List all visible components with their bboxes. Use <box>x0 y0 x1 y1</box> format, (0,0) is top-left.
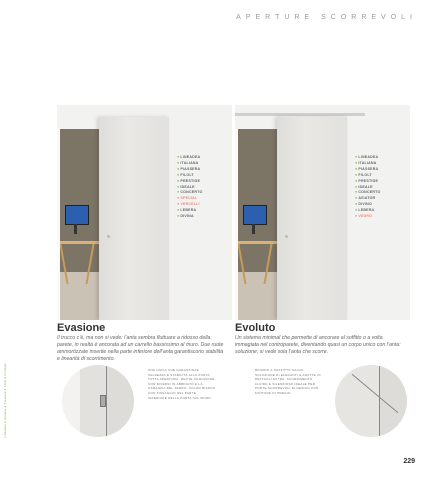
finish-item: ● ITALIANA <box>355 161 380 167</box>
finish-item: ● PIASSERA <box>355 167 380 173</box>
detail-image-evasione <box>62 365 134 437</box>
product-title-evoluto: Evoluto <box>235 322 276 334</box>
side-brand-list: Lineadea ● Italiana ● Piassera ● Filolt ● Prestige <box>3 363 7 438</box>
sliding-door <box>99 117 169 320</box>
product-title-evasione: Evasione <box>57 322 106 334</box>
finish-list-evoluto <box>355 155 380 220</box>
finish-item: ● IDEALE <box>355 185 380 191</box>
product-description-evasione: Il trucco c’è, ma non si vede: l’anta sembra fluttuare a ridosso della parete, in realtà è ancorata ad un carrello bassissimo al muro. Due ruote ammortizzate inserite nella parte inferiore dell’anta garantiscono stabilità e linearità di scorrimento. <box>57 335 224 362</box>
finish-item: ● CONCERTO <box>177 190 202 196</box>
finish-item: ● LINEADEA <box>355 155 380 161</box>
ceiling-rail <box>235 113 365 116</box>
finish-item: ● PRESTIGE <box>177 179 202 185</box>
finish-item: ● ITALIANA <box>177 161 202 167</box>
finish-item: ● FILOLT <box>355 173 380 179</box>
product-description-evoluto: Un sistema minimal che permette di ancorare al soffitto o a volta immagiata nel controparete, diventando quasi un corpo unico con l’anta: soluzione; si vede sola l’anta che scorre. <box>235 335 401 355</box>
finish-item: ● AVIATOR <box>355 196 380 202</box>
detail-caption-evasione: UNA UNICA CHE GARANTISCE SALDEZZA E STABILITÀ ALLA PORTA TUTTA APERTURA. RUOTE SILENZIOSE CON DIVERSI IN ABBINATO E LA GARANZIA DEL TEMPO. COLOR BIANCO CON FISSAGGIO NEL PARTE INFERIORE DELLA PORTA SUL MURO. <box>148 368 216 400</box>
wheel-bracket <box>100 395 106 407</box>
detail-caption-evoluto: BINARIO A SOFFITTO SALDO. SOLUZIONE DI ELEGANTI E ADATTE IN DETTAGLI EXTRA. SCORRIMENTO FLUIDO E SILENZIOSO IDEALE PER PORTE SCORREVOLI DI DESIGN CON FINITURE DI PREGIO. <box>255 368 321 395</box>
finish-item: ● SPECIAL <box>177 196 202 202</box>
finish-item: ● DIVINA <box>177 214 202 220</box>
finish-item: ● FILOLT <box>177 173 202 179</box>
finish-item: ● VERCELLI <box>177 202 202 208</box>
finish-item: ● LEBERA <box>177 208 202 214</box>
product-image-evoluto <box>235 105 410 320</box>
page-number: 229 <box>403 458 415 465</box>
finish-item: ● PIASSERA <box>177 167 202 173</box>
page-header: APERTURE SCORREVOLI <box>236 14 417 21</box>
finish-item: ● VEDRO <box>355 214 380 220</box>
finish-item: ● LEBERA <box>355 208 380 214</box>
finish-item: ● IDEALE <box>177 185 202 191</box>
product-image-evasione <box>57 105 232 320</box>
detail-image-evoluto <box>335 365 407 437</box>
finish-item: ● LINEADEA <box>177 155 202 161</box>
sliding-door <box>277 117 347 320</box>
finish-list-evasione <box>177 155 202 220</box>
finish-item: ● PRESTIGE <box>355 179 380 185</box>
finish-item: ● DIVINO <box>355 202 380 208</box>
finish-item: ● CONCERTO <box>355 190 380 196</box>
